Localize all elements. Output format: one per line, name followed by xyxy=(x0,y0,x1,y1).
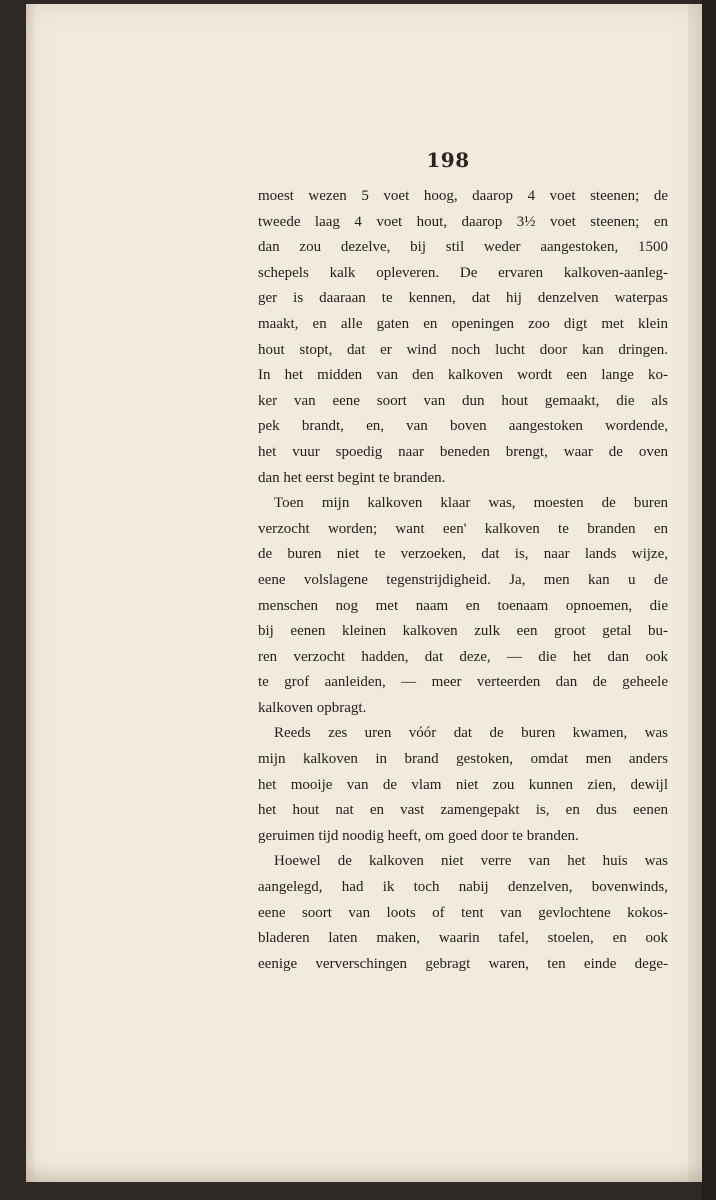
text-line: het hout nat en vast zamengepakt is, en dus eenen xyxy=(258,802,668,819)
text-line: eene soort van loots of tent van gevlochtene kokos- xyxy=(258,904,668,921)
text-line: de buren niet te verzoeken, dat is, naar lands wijze, xyxy=(258,546,668,563)
text-line: verzocht worden; want een' kalkoven te branden en xyxy=(258,520,668,537)
page-number: 198 xyxy=(426,148,470,172)
text-line: pek brandt, en, van boven aangestoken wordende, xyxy=(258,418,668,435)
text-line: het vuur spoedig naar beneden brengt, waar de oven xyxy=(258,443,668,460)
text-line: tweede laag 4 voet hout, daarop 3½ voet steenen; en xyxy=(258,213,668,230)
text-line: In het midden van den kalkoven wordt een lange ko- xyxy=(258,367,668,384)
text-line: te grof aanleiden, — meer verteerden dan de geheele xyxy=(258,674,668,691)
text-line: bladeren laten maken, waarin tafel, stoelen, en ook xyxy=(258,930,668,947)
paragraph-first-line: Reeds zes uren vóór dat de buren kwamen, was xyxy=(274,725,668,742)
body-text xyxy=(258,184,668,977)
text-line: eenige ververschingen gebragt waren, ten einde dege- xyxy=(258,955,668,972)
text-line: dan het eerst begint te branden. xyxy=(258,469,446,486)
text-line: mijn kalkoven in brand gestoken, omdat men anders xyxy=(258,751,668,768)
text-line: eene volslagene tegenstrijdigheid. Ja, men kan u de xyxy=(258,571,668,588)
page-bottom-shadow xyxy=(26,1164,702,1182)
text-line: ger is daaraan te kennen, dat hij denzelven waterpas xyxy=(258,290,668,307)
text-line: ren verzocht hadden, dat deze, — die het dan ook xyxy=(258,648,668,665)
page-edge-shadow xyxy=(688,4,702,1182)
scan-border-right xyxy=(702,0,716,1200)
text-line: kalkoven opbragt. xyxy=(258,699,367,716)
text-line: bij eenen kleinen kalkoven zulk een groot getal bu- xyxy=(258,623,668,640)
text-line: geruimen tijd noodig heeft, om goed door te branden. xyxy=(258,827,579,844)
text-line: hout stopt, dat er wind noch lucht door kan dringen. xyxy=(258,341,668,358)
text-line: aangelegd, had ik toch nabij denzelven, bovenwinds, xyxy=(258,879,668,896)
paragraph-first-line: Toen mijn kalkoven klaar was, moesten de buren xyxy=(274,495,668,512)
page-gutter-shadow xyxy=(26,4,36,1182)
text-line: menschen nog met naam en toenaam opnoemen, die xyxy=(258,597,668,614)
paragraph-first-line: Hoewel de kalkoven niet verre van het huis was xyxy=(274,853,668,870)
text-line: dan zou dezelve, bij stil weder aangestoken, 1500 xyxy=(258,239,668,256)
text-line: ker van eene soort van dun hout gemaakt, die als xyxy=(258,392,668,409)
text-line: moest wezen 5 voet hoog, daarop 4 voet steenen; de xyxy=(258,188,668,204)
text-line: het mooije van de vlam niet zou kunnen zien, dewijl xyxy=(258,776,668,793)
text-line: maakt, en alle gaten en openingen zoo digt met klein xyxy=(258,315,668,332)
text-line: schepels kalk opleveren. De ervaren kalkoven-aanleg- xyxy=(258,264,668,281)
